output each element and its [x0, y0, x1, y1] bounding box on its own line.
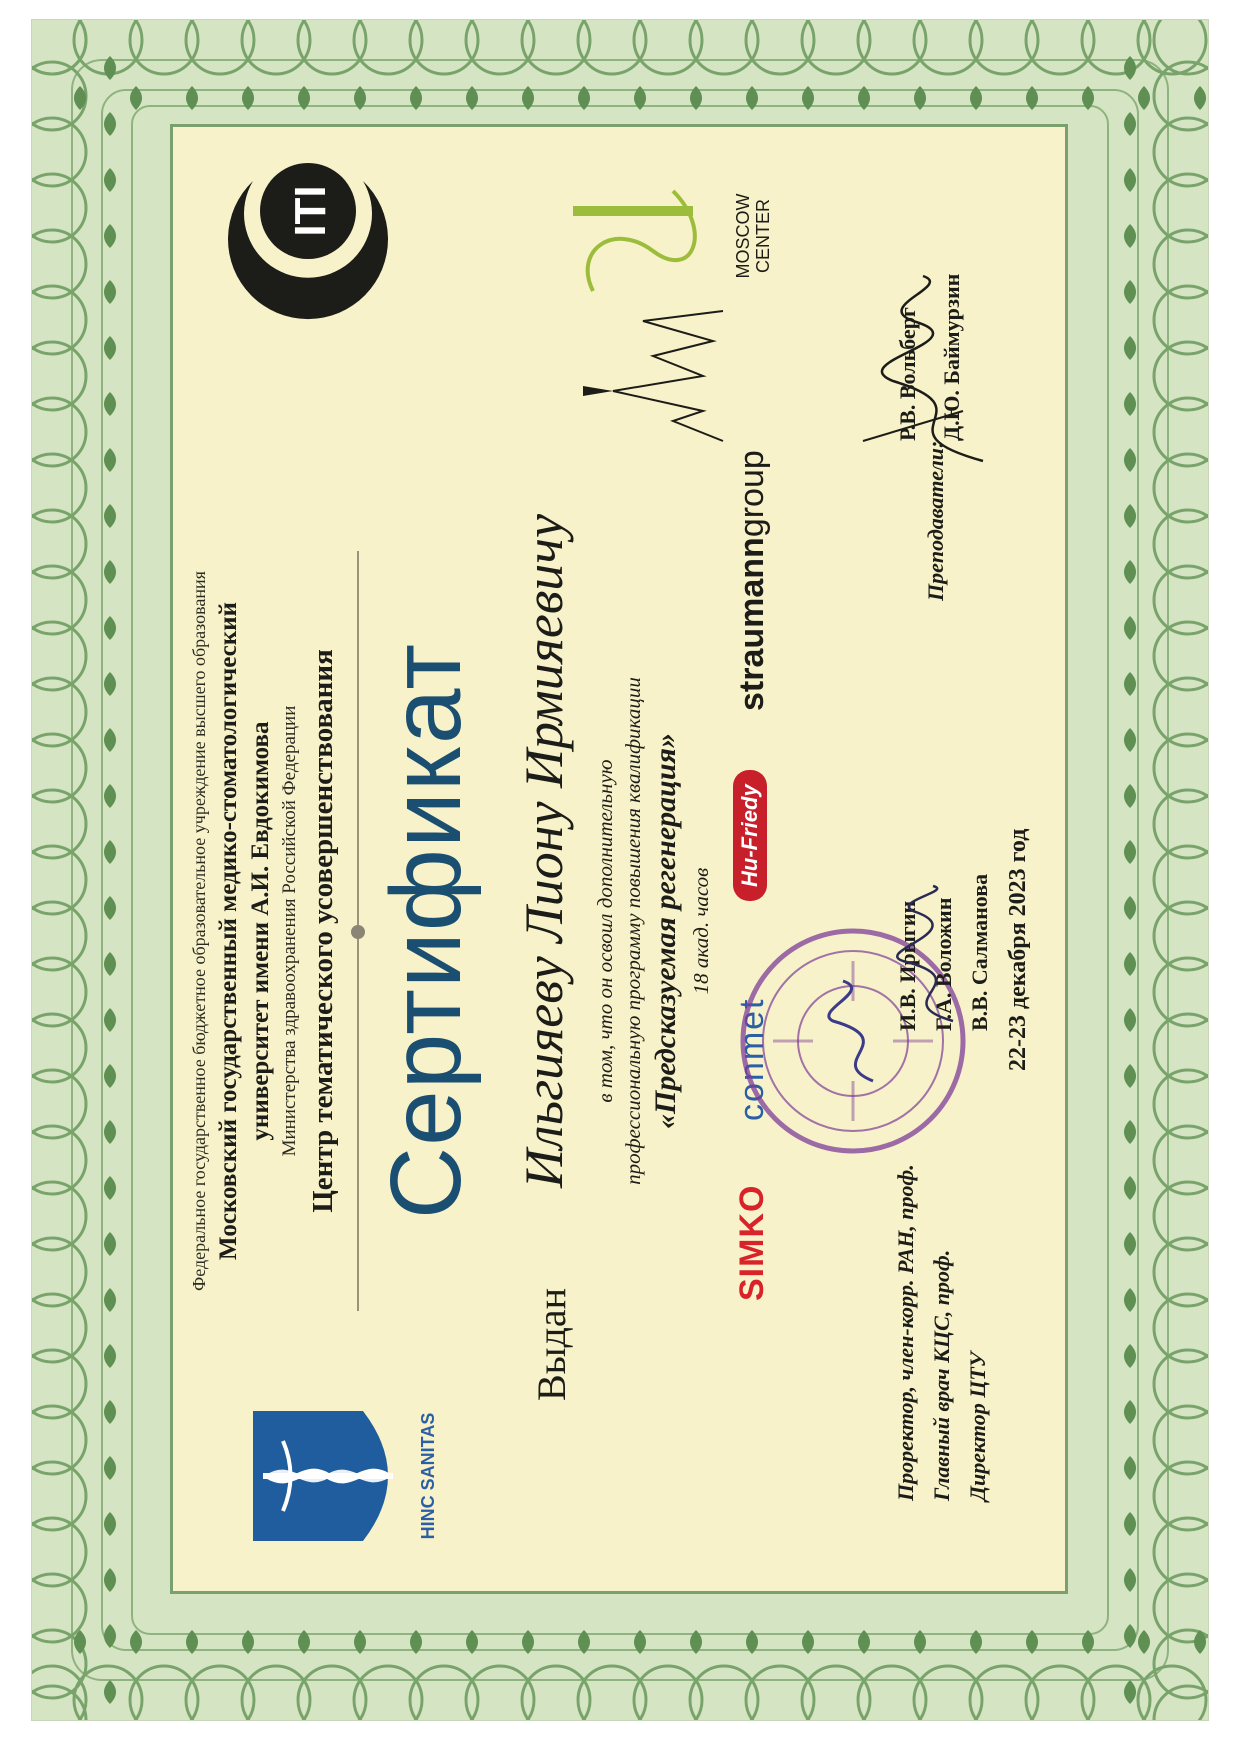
header-divider-dot [351, 925, 365, 939]
director-signature-icon [863, 881, 993, 1031]
certificate-sheet [32, 20, 1208, 1720]
moscow-center-line-2: CENTER [753, 199, 773, 274]
signatory-role-2: Главный врач КЦС, проф. [929, 1249, 954, 1501]
simko-logo: SIMKO [733, 1184, 771, 1301]
conmet-logo: conmet [733, 997, 771, 1121]
iti-logo-text: ITI [286, 185, 335, 237]
recipient-name: Ильгияеву Лиону Ирмияевичу [514, 514, 574, 1188]
program-name: «Предсказуемая регенерация» [649, 733, 682, 1129]
teacher-name-2: Д.Ю. Баймурзин [939, 273, 964, 441]
hufriedy-logo: Hu-Friedy [733, 770, 767, 901]
signatory-name-1: И.В. Ирыгин [895, 900, 920, 1031]
moscow-center-line-1: MOSCOW [733, 193, 753, 279]
straumann-logo-light: group [733, 450, 771, 538]
program-hours: 18 акад. часов [689, 867, 713, 995]
issued-label: Выдан [529, 1287, 574, 1401]
header-ministry: Министерства здравоохранения Российской Федерации [279, 705, 300, 1157]
header-university-name-2: университет имени А.И. Евдокимова [247, 721, 274, 1141]
certificate-content [173, 121, 1071, 1591]
straumann-logo-bold: straumann [733, 537, 771, 711]
signatory-role-1: Проректор, член-корр. РАН, проф. [893, 1164, 918, 1501]
certificate-title: Сертификат [370, 642, 482, 1220]
certificate-body [170, 124, 1068, 1594]
signatory-role-3: Директор ЦТУ [965, 1351, 990, 1501]
moscow-center-skyline-icon [553, 141, 733, 451]
signatory-name-3: В.В. Салманова [967, 873, 992, 1031]
iti-logo-icon [213, 141, 403, 331]
straumann-logo [733, 450, 772, 711]
header-university-name: Московский государственный медико-стоматологический [215, 602, 242, 1260]
teacher-signature-icon [833, 271, 1013, 471]
issue-date: 22-23 декабря 2023 год [1005, 828, 1031, 1071]
header-center: Центр тематического усовершенствования [307, 649, 339, 1213]
header-institution-type: Федеральное государственное бюджетное образовательное учреждение высшего образования [189, 571, 209, 1291]
moscow-center-logo-text [733, 141, 773, 331]
university-emblem-icon [243, 1401, 418, 1551]
description-line-1: в том, что он освоил дополнительную [593, 759, 617, 1103]
signatory-name-2: Г.А. Воложин [931, 897, 956, 1031]
university-motto: HINC SANITAS [418, 1412, 438, 1540]
teachers-label: Преподаватели: [923, 440, 948, 601]
teacher-name-1: Р.В. Вольберг [895, 307, 920, 441]
description-line-2: профессиональную программу повышения квалификации [621, 677, 645, 1185]
